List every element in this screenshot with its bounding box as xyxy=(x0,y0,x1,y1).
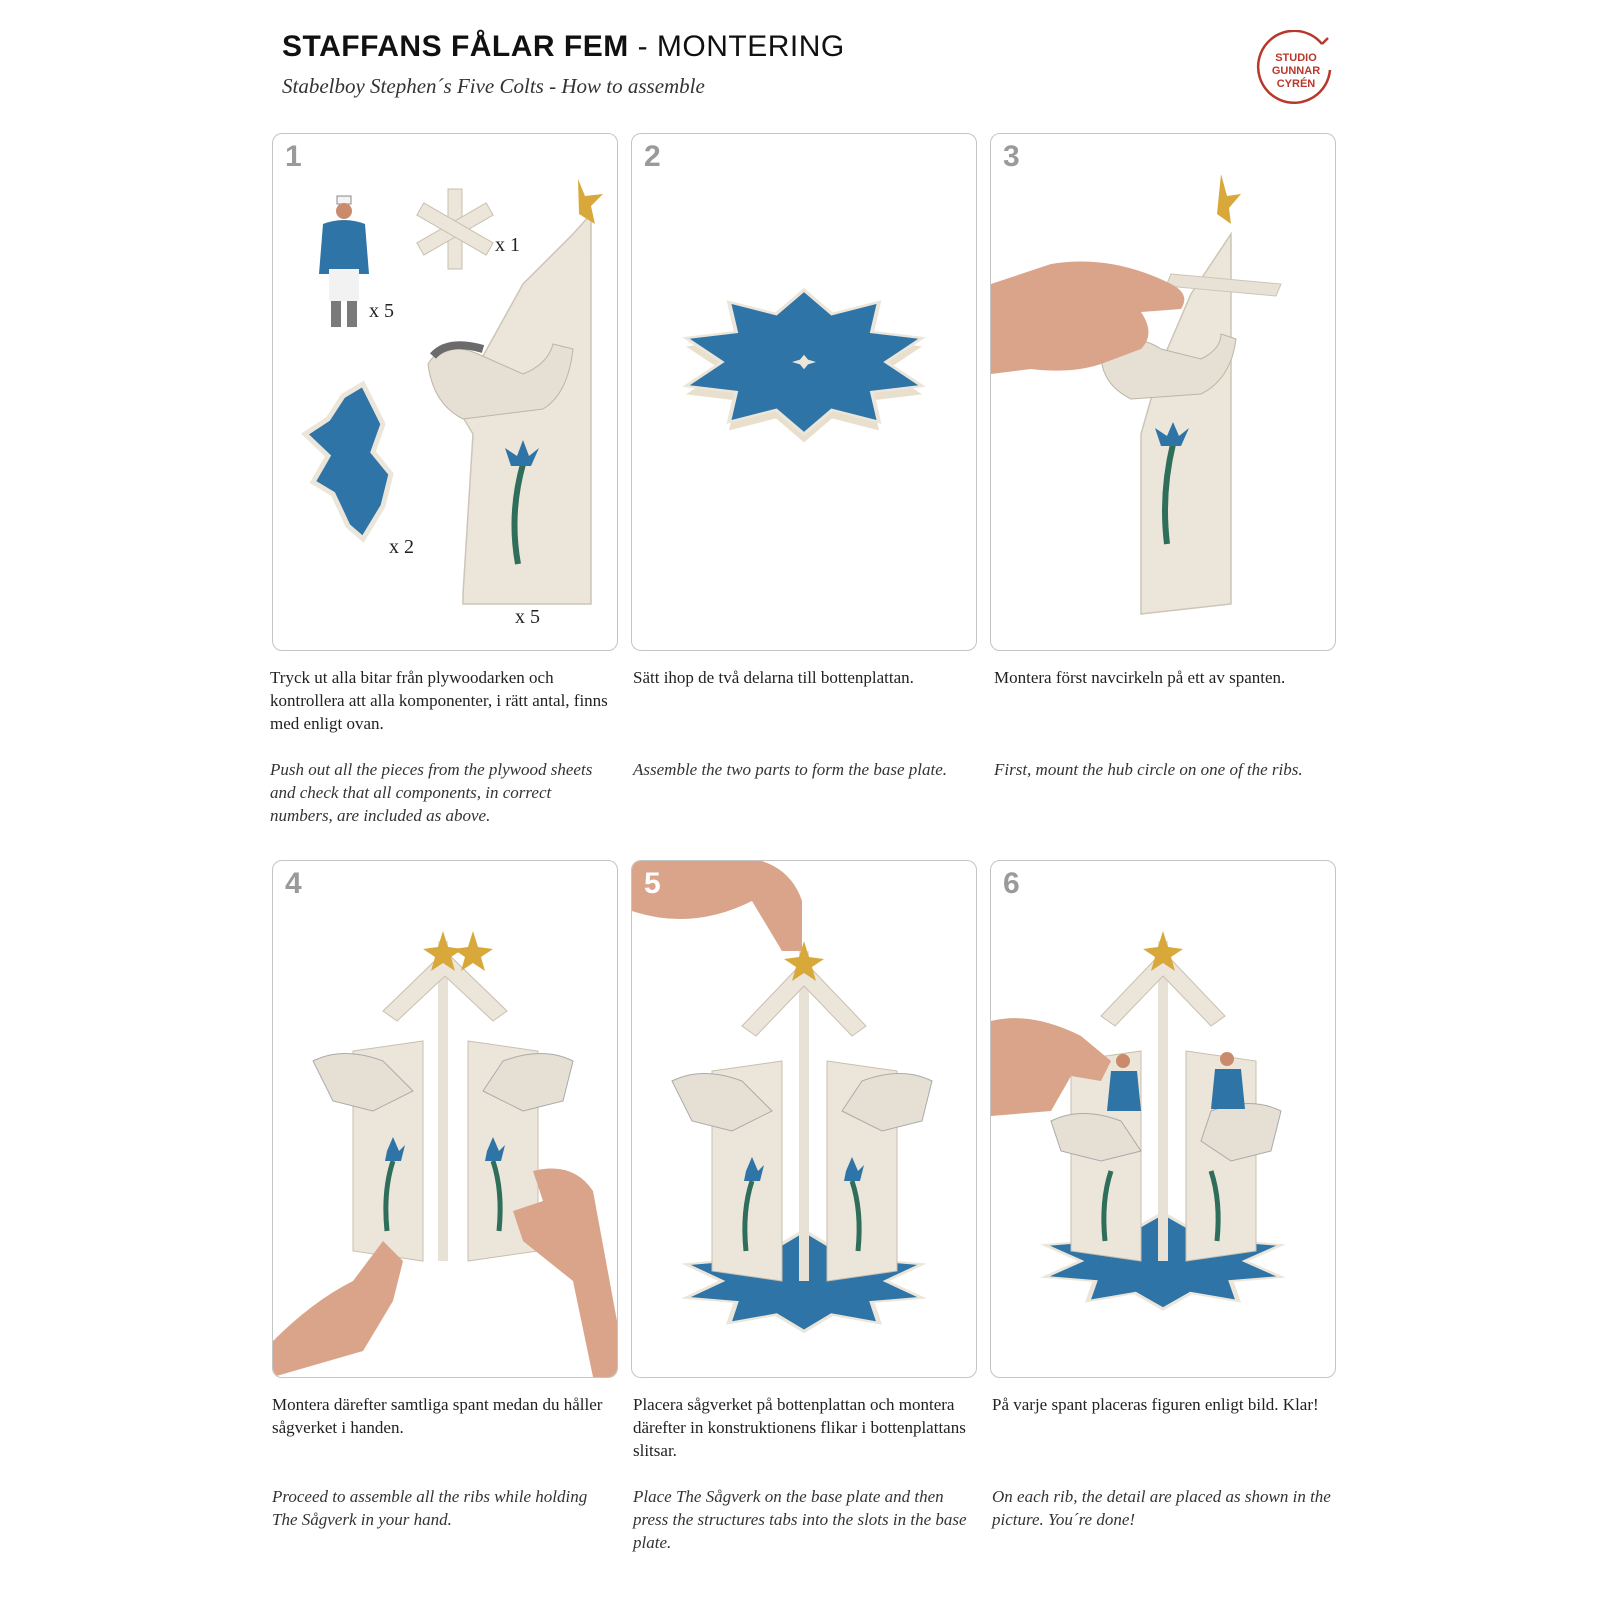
step-6-caption-sv: På varje spant placeras figuren enligt bild. Klar! xyxy=(992,1395,1319,1414)
step-2-illustration xyxy=(632,134,976,650)
step-number: 4 xyxy=(285,867,302,900)
qty-base: x 2 xyxy=(389,536,414,558)
step-1-panel xyxy=(272,133,618,651)
step-5-panel xyxy=(631,860,977,1378)
step-3-caption-en: First, mount the hub circle on one of the ribs. xyxy=(994,760,1303,779)
step-number: 2 xyxy=(644,140,661,173)
qty-rib: x 5 xyxy=(515,606,540,628)
qty-figure: x 5 xyxy=(369,300,394,322)
step-4-illustration xyxy=(273,861,617,1377)
step-3-illustration xyxy=(991,134,1335,650)
base-plate-icon xyxy=(686,290,922,442)
title-rest: - MONTERING xyxy=(628,30,845,63)
stableboy-figure-icon xyxy=(319,196,369,327)
base-plate-half-icon xyxy=(305,384,391,539)
logo-line-1: STUDIO xyxy=(1275,52,1317,64)
hub-circle-icon xyxy=(417,189,493,269)
rib-with-hub-icon xyxy=(1101,174,1281,614)
step-4-panel xyxy=(272,860,618,1378)
step-number: 6 xyxy=(1003,867,1020,900)
step-1-caption-en: Push out all the pieces from the plywood sheets and check that all components, in correct numbers, are included as above. xyxy=(270,760,593,825)
step-5-caption-sv: Placera sågverket på bottenplattan och montera därefter in konstruktionens flikar i bottenplattans slitsar. xyxy=(633,1395,966,1460)
step-3-caption-sv: Montera först navcirkeln på ett av spanten. xyxy=(994,668,1286,687)
step-6-illustration xyxy=(991,861,1335,1377)
logo-line-3: CYRÉN xyxy=(1276,78,1316,90)
step-6-caption-en: On each rib, the detail are placed as shown in the picture. You´re done! xyxy=(992,1487,1331,1529)
step-4-caption-en: Proceed to assemble all the ribs while holding The Sågverk in your hand. xyxy=(272,1487,588,1529)
logo-text xyxy=(1256,52,1336,91)
title-bold: STAFFANS FÅLAR FEM xyxy=(282,30,629,63)
step-5-caption-en: Place The Sågverk on the base plate and then press the structures tabs into the slots in the base plate. xyxy=(633,1487,967,1552)
step-number: 5 xyxy=(644,867,661,900)
studio-logo xyxy=(1256,30,1336,110)
step-5-illustration xyxy=(632,861,976,1377)
qty-hub: x 1 xyxy=(495,234,520,256)
sagverk-assembly-icon xyxy=(672,941,932,1281)
step-number: 3 xyxy=(1003,140,1020,173)
step-6-panel xyxy=(990,860,1336,1378)
step-3-panel xyxy=(990,133,1336,651)
step-2-caption-en: Assemble the two parts to form the base plate. xyxy=(633,760,948,779)
finished-sagverk-icon xyxy=(1051,931,1281,1261)
step-2-caption-sv: Sätt ihop de två delarna till bottenplattan. xyxy=(633,668,914,687)
step-1-illustration xyxy=(273,134,617,650)
step-1-caption-sv: Tryck ut alla bitar från plywoodarken och kontrollera att alla komponenter, i rätt antal, finns med enligt ovan. xyxy=(270,668,608,733)
step-number: 1 xyxy=(285,140,302,173)
page-title xyxy=(282,30,845,64)
page-subtitle: Stabelboy Stephen´s Five Colts - How to assemble xyxy=(282,74,705,98)
logo-line-2: GUNNAR xyxy=(1271,65,1321,77)
step-2-panel xyxy=(631,133,977,651)
step-4-caption-sv: Montera därefter samtliga spant medan du håller sågverket i handen. xyxy=(272,1395,603,1437)
